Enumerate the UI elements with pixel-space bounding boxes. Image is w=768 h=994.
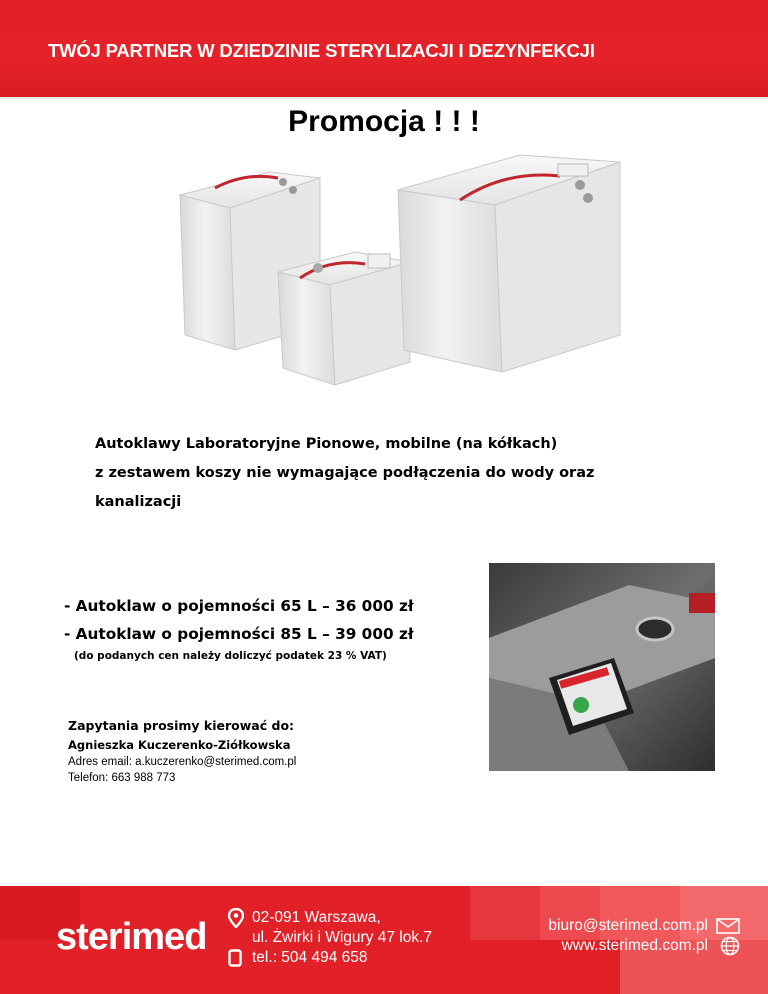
footer-email[interactable]: biuro@sterimed.com.pl [548,917,708,934]
description-line-1: Autoklawy Laboratoryjne Pionowe, mobilne (na kółkach) [95,436,558,452]
footer-phone[interactable]: tel.: 504 494 658 [252,949,368,966]
address-city: 02-091 Warszawa, [252,909,381,926]
brand-logo: sterimed [56,916,207,958]
price-85l: - Autoklaw o pojemności 85 L – 39 000 zł [64,625,414,643]
autoclave-right [398,155,620,372]
autoclave-center [278,252,410,385]
phone-icon [228,949,242,967]
footer-banner [0,886,768,994]
contact-email[interactable]: Adres email: a.kuczerenko@sterimed.com.pl [68,756,297,768]
contact-phone: Telefon: 663 988 773 [68,772,176,784]
header-banner [0,0,768,97]
footer-contact [548,916,708,956]
autoclaves-photo [160,150,640,410]
address-street: ul. Żwirki i Wigury 47 lok.7 [252,929,433,946]
address-line-2 [252,928,432,948]
page-title: Promocja ! ! ! [288,105,480,138]
contact-person: Agnieszka Kuczerenko-Ziółkowska [68,738,291,752]
contact-heading: Zapytania prosimy kierować do: [68,718,295,733]
envelope-icon [716,918,740,934]
footer-address [252,908,432,968]
description-line-3: kanalizacji [95,494,182,510]
price-65l: - Autoklaw o pojemności 65 L – 36 000 zł [64,597,414,615]
vat-note: (do podanych cen należy doliczyć podatek 23 % VAT) [74,650,387,662]
contact-block [68,718,448,784]
footer-email-line [548,916,708,936]
product-description [95,430,735,517]
footer-website[interactable]: www.sterimed.com.pl [561,937,708,954]
price-list [64,592,484,662]
description-line-2: z zestawem koszy nie wymagające podłączenia do wody oraz [95,465,595,481]
globe-icon [720,936,740,956]
location-pin-icon [228,908,244,928]
footer-tile [470,886,540,940]
header-divider [0,97,768,99]
header-tagline: TWÓJ PARTNER W DZIEDZINIE STERYLIZACJI I DEZYNFEKCJI [48,40,595,61]
control-panel-photo [489,563,715,771]
footer-website-line [548,936,708,956]
address-line-1 [252,908,432,928]
address-line-3 [252,948,432,968]
